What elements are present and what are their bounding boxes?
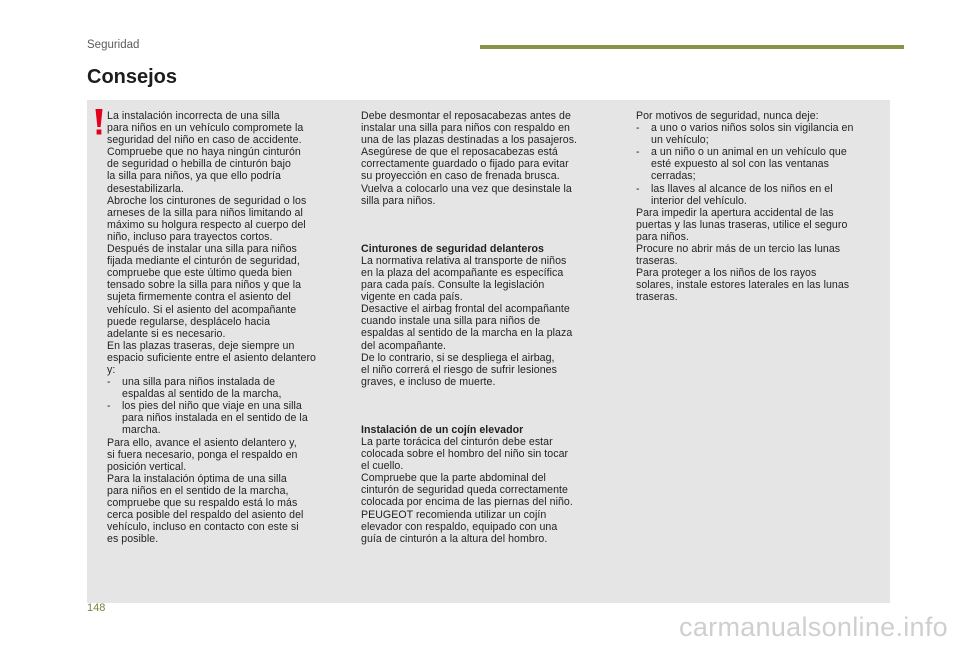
list-bullet: - bbox=[636, 122, 640, 135]
list-bullet: - bbox=[107, 376, 111, 389]
page-number: 148 bbox=[87, 602, 106, 614]
text-line: en la plaza del acompañante es específica bbox=[361, 266, 564, 279]
text-line: para cada país. Consulte la legislación bbox=[361, 279, 545, 292]
text-line: niño, incluso para trayectos cortos. bbox=[107, 230, 273, 243]
text-line: fijada mediante el cinturón de seguridad, bbox=[107, 255, 300, 268]
text-line: guía de cinturón a la altura del hombro. bbox=[361, 532, 548, 545]
text-line: puede regularse, desplácelo hacia bbox=[107, 315, 271, 328]
section-body-booster-cushion bbox=[361, 436, 607, 545]
list-item-text: espaldas al sentido de la marcha, bbox=[122, 388, 282, 401]
list-item-text: una silla para niños instalada de bbox=[122, 376, 276, 389]
list-item-text: las llaves al alcance de los niños en el bbox=[651, 182, 833, 195]
section-body-front-seatbelts bbox=[361, 255, 607, 388]
list-item bbox=[636, 122, 886, 134]
text-line: Desactive el airbag frontal del acompañante bbox=[361, 303, 570, 316]
text-line: el cuello. bbox=[361, 460, 404, 473]
section-front-seatbelts bbox=[361, 243, 607, 388]
text-line: de seguridad o hebilla de cinturón bajo bbox=[107, 158, 291, 171]
text-line: Debe desmontar el reposacabezas antes de bbox=[361, 110, 571, 122]
column3-intro: Por motivos de seguridad, nunca deje: bbox=[636, 110, 819, 122]
text-line: máximo su holgura respecto al cuerpo del bbox=[107, 218, 306, 231]
column2-intro bbox=[361, 110, 607, 207]
list-item-text: esté expuesto al sol con las ventanas bbox=[651, 158, 829, 171]
list-bullet: - bbox=[107, 400, 111, 413]
text-line: traseras. bbox=[636, 255, 678, 268]
list-item-text: un vehículo; bbox=[651, 134, 709, 147]
text-line: vehículo. Si el asiento del acompañante bbox=[107, 303, 297, 316]
text-line: Para impedir la apertura accidental de las bbox=[636, 206, 834, 219]
text-line: sujeta firmemente contra el asiento del bbox=[107, 291, 291, 304]
list-bullet: - bbox=[636, 146, 640, 159]
list-item-text: a un niño o un animal en un vehículo que bbox=[651, 146, 847, 159]
list-item-text: a uno o varios niños solos sin vigilancia en bbox=[651, 122, 854, 135]
column-safety-advice bbox=[636, 110, 886, 304]
text-line: En las plazas traseras, deje siempre un bbox=[107, 339, 295, 352]
text-line: y: bbox=[107, 363, 116, 376]
text-line: arneses de la silla para niños limitando al bbox=[107, 206, 303, 219]
text-line: cerca posible del respaldo del asiento del bbox=[107, 509, 304, 522]
exclamation-icon bbox=[95, 109, 103, 135]
text-line: Para ello, avance el asiento delantero y, bbox=[107, 436, 297, 449]
text-line: Compruebe que no haya ningún cinturón bbox=[107, 146, 301, 159]
text-line: De lo contrario, si se despliega el airbag, bbox=[361, 351, 555, 364]
text-line: seguridad del niño en caso de accidente. bbox=[107, 134, 302, 147]
column1-paragraph-after bbox=[107, 437, 343, 546]
text-line: colocada sobre el hombro del niño sin tocar bbox=[361, 448, 569, 461]
text-line: la silla para niños, ya que ello podría bbox=[107, 170, 281, 183]
text-line: una de las plazas destinadas a los pasajeros. bbox=[361, 134, 578, 147]
text-line: silla para niños. bbox=[361, 194, 436, 207]
text-line: para niños. bbox=[636, 230, 689, 243]
text-line: posición vertical. bbox=[107, 460, 187, 473]
text-line: es posible. bbox=[107, 533, 159, 546]
text-line: tensado sobre la silla para niños y que la bbox=[107, 279, 302, 292]
text-line: del acompañante. bbox=[361, 339, 447, 352]
text-line: Para la instalación óptima de una silla bbox=[107, 472, 287, 485]
text-line: puertas y las lunas traseras, utilice el seguro bbox=[636, 218, 848, 231]
text-line: La instalación incorrecta de una silla bbox=[107, 110, 280, 122]
text-line: vigente en cada país. bbox=[361, 291, 463, 304]
column-headrest-and-seatbelts bbox=[361, 110, 607, 545]
list-item-text: cerradas; bbox=[651, 170, 696, 183]
watermark: carmanualsonline.info bbox=[679, 612, 948, 642]
text-line: el niño correrá el riesgo de sufrir lesiones bbox=[361, 363, 557, 376]
text-line: compruebe que este último queda bien bbox=[107, 267, 292, 280]
text-line: Asegúrese de que el reposacabezas está bbox=[361, 146, 558, 159]
section-booster-cushion bbox=[361, 424, 607, 545]
list-item-text: interior del vehículo. bbox=[651, 194, 747, 207]
list-item bbox=[107, 400, 343, 412]
column3-paragraph-after bbox=[636, 207, 886, 304]
text-line: desestabilizarla. bbox=[107, 182, 184, 195]
text-line: La normativa relativa al transporte de niños bbox=[361, 254, 567, 267]
text-line: adelante si es necesario. bbox=[107, 327, 226, 340]
list-bullet: - bbox=[636, 182, 640, 195]
text-line: elevador con respaldo, equipado con una bbox=[361, 520, 558, 533]
text-line: Vuelva a colocarlo una vez que desinstale la bbox=[361, 182, 572, 195]
content-panel bbox=[87, 100, 890, 603]
column-child-seat-installation bbox=[107, 110, 343, 545]
text-line: correctamente guardado o fijado para evitar bbox=[361, 158, 569, 171]
text-line: La parte torácica del cinturón debe estar bbox=[361, 435, 553, 448]
text-line: colocada por encima de las piernas del niño. bbox=[361, 496, 573, 509]
column1-paragraph bbox=[107, 110, 343, 376]
text-line: cuando instale una silla para niños de bbox=[361, 315, 541, 328]
section-label: Seguridad bbox=[87, 39, 140, 51]
text-line: PEUGEOT recomienda utilizar un cojín bbox=[361, 508, 547, 521]
list-item bbox=[636, 183, 886, 195]
header-rule bbox=[480, 45, 904, 49]
text-line: Después de instalar una silla para niños bbox=[107, 243, 297, 256]
text-line: cinturón de seguridad queda correctamente bbox=[361, 484, 568, 497]
text-line: para niños en un vehículo compromete la bbox=[107, 122, 304, 135]
text-line: Para proteger a los niños de los rayos bbox=[636, 267, 817, 280]
text-line: solares, instale estores laterales en las lunas bbox=[636, 279, 850, 292]
list-item bbox=[107, 376, 343, 388]
text-line: para niños en el sentido de la marcha, bbox=[107, 484, 289, 497]
section-heading-booster-cushion: Instalación de un cojín elevador bbox=[361, 423, 524, 436]
text-line: espacio suficiente entre el asiento delantero bbox=[107, 351, 316, 364]
list-item-text: marcha. bbox=[122, 424, 161, 437]
text-line: su proyección en caso de frenada brusca. bbox=[361, 170, 560, 183]
text-line: espaldas al sentido de la marcha en la plaza bbox=[361, 327, 573, 340]
list-item bbox=[636, 146, 886, 158]
text-line: instalar una silla para niños con respaldo en bbox=[361, 122, 570, 135]
column1-list bbox=[107, 376, 343, 436]
text-line: si fuera necesario, ponga el respaldo en bbox=[107, 448, 298, 461]
text-line: Compruebe que la parte abdominal del bbox=[361, 472, 546, 485]
section-heading-front-seatbelts: Cinturones de seguridad delanteros bbox=[361, 242, 545, 255]
list-item-text: para niños instalada en el sentido de la bbox=[122, 412, 308, 425]
column3-list bbox=[636, 122, 886, 207]
page-title: Consejos bbox=[87, 66, 178, 88]
text-line: vehículo, incluso en contacto con este si bbox=[107, 521, 299, 534]
text-line: graves, e incluso de muerte. bbox=[361, 375, 496, 388]
text-line: Abroche los cinturones de seguridad o los bbox=[107, 194, 307, 207]
list-item-text: los pies del niño que viaje en una silla bbox=[122, 400, 302, 413]
text-line: traseras. bbox=[636, 291, 678, 304]
text-line: Procure no abrir más de un tercio las lunas bbox=[636, 243, 841, 256]
text-line: compruebe que su respaldo está lo más bbox=[107, 497, 298, 509]
